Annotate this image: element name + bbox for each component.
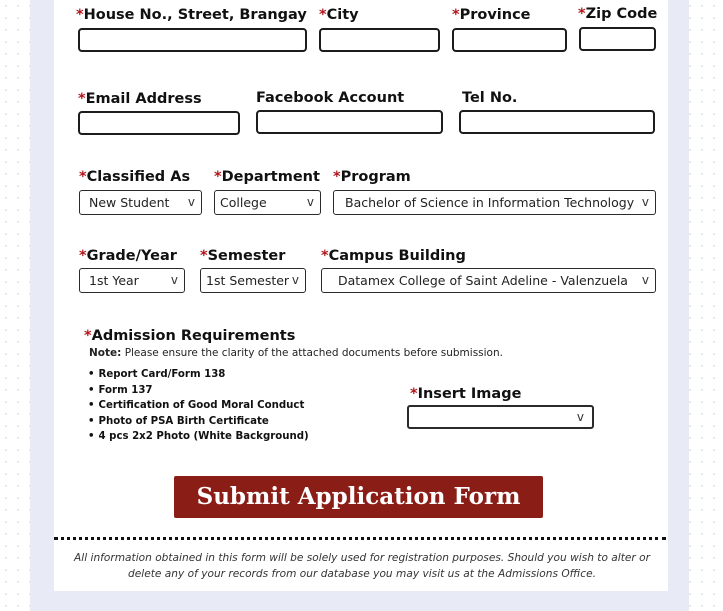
chevron-down-icon: v	[641, 195, 649, 209]
chevron-down-icon: v	[291, 273, 299, 287]
semester-label: *Semester	[200, 248, 286, 264]
list-item: • 4 pcs 2x2 Photo (White Background)	[88, 429, 309, 445]
dotted-divider	[54, 537, 666, 540]
email-label: *Email Address	[78, 91, 202, 107]
program-value: Bachelor of Science in Information Technology	[345, 195, 635, 210]
list-item: • Form 137	[88, 383, 309, 399]
program-select[interactable]	[333, 190, 656, 215]
facebook-input[interactable]	[256, 110, 443, 134]
classified-select[interactable]	[79, 190, 202, 215]
grade-select[interactable]	[79, 268, 185, 293]
classified-value: New Student	[89, 195, 170, 210]
chevron-down-icon: v	[187, 195, 195, 209]
email-input[interactable]	[78, 111, 240, 135]
campus-label: *Campus Building	[321, 248, 466, 264]
chevron-down-icon: v	[306, 195, 314, 209]
house-label: *House No., Street, Brangay	[76, 7, 307, 23]
requirements-list	[88, 367, 309, 445]
program-label: *Program	[333, 169, 411, 185]
facebook-label: Facebook Account	[256, 90, 405, 106]
house-input[interactable]	[78, 28, 307, 52]
grade-value: 1st Year	[89, 273, 139, 288]
insert-image-select[interactable]	[407, 405, 594, 429]
semester-select[interactable]	[200, 268, 306, 293]
campus-select[interactable]	[321, 268, 656, 293]
requirements-title: *Admission Requirements	[84, 328, 296, 344]
zip-label: *Zip Code	[578, 6, 658, 22]
list-item: • Certification of Good Moral Conduct	[88, 398, 309, 414]
tel-label: Tel No.	[462, 90, 518, 106]
province-label: *Province	[452, 7, 531, 23]
footer-disclaimer: All information obtained in this form will be solely used for registration purposes. Should you wish to alter or delete any of your records from our database you may visit us at the Admissions Office.	[74, 552, 650, 580]
zip-input[interactable]	[579, 27, 656, 51]
requirements-note: Note: Please ensure the clarity of the attached documents before submission.	[89, 347, 503, 359]
chevron-down-icon: v	[576, 410, 584, 424]
classified-label: *Classified As	[79, 169, 191, 185]
city-label: *City	[319, 7, 359, 23]
list-item: • Photo of PSA Birth Certificate	[88, 414, 309, 430]
grade-label: *Grade/Year	[79, 248, 177, 264]
list-item: • Report Card/Form 138	[88, 367, 309, 383]
department-select[interactable]	[214, 190, 321, 215]
department-value: College	[220, 195, 267, 210]
tel-input[interactable]	[459, 110, 655, 134]
province-input[interactable]	[452, 28, 567, 52]
city-input[interactable]	[319, 28, 440, 52]
semester-value: 1st Semester	[206, 273, 290, 288]
campus-value: Datamex College of Saint Adeline - Valenzuela	[338, 273, 628, 288]
chevron-down-icon: v	[641, 273, 649, 287]
chevron-down-icon: v	[170, 273, 178, 287]
submit-application-button[interactable]: Submit Application Form	[174, 476, 543, 518]
insert-image-label: *Insert Image	[410, 386, 522, 402]
department-label: *Department	[214, 169, 320, 185]
